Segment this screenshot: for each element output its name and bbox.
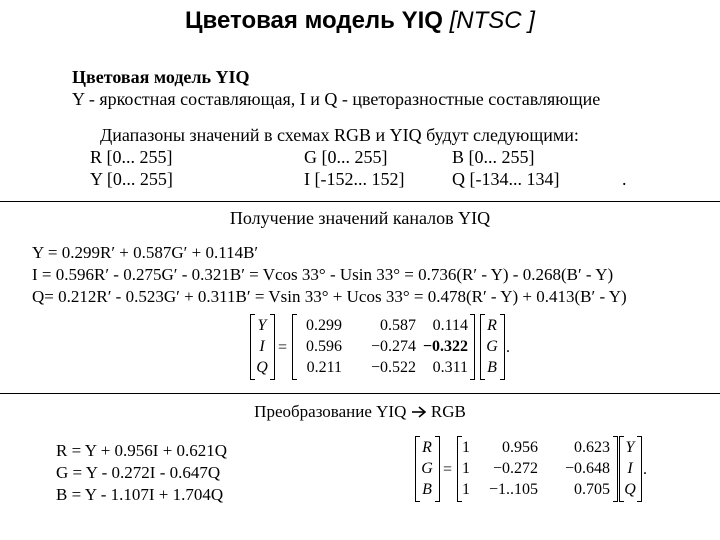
matrix-cell: 0.705 <box>574 481 610 498</box>
bracket-right <box>500 314 505 380</box>
inverse-coefficient-matrix <box>460 437 610 500</box>
lhs-y: Y <box>257 317 267 334</box>
inverse-lhs-vector <box>419 437 435 500</box>
inverse-rhs-vector <box>623 437 637 500</box>
coefficient-matrix <box>296 315 468 378</box>
range-b: B [0... 255] <box>452 147 535 167</box>
rhs-b: B <box>487 359 497 376</box>
divider-top <box>0 201 720 202</box>
rhs-vector <box>484 315 500 378</box>
formula-i: I = 0.596R′ - 0.275G′ - 0.321B′ = Vcos 33° - Usin 33° = 0.736(R′ - Y) - 0.268(B′ - Y) <box>32 265 614 284</box>
rhs-r: R <box>487 317 497 334</box>
inverse-heading <box>0 401 720 422</box>
matrix-cell: −0.274 <box>370 338 416 355</box>
range-q: Q [-134... 134] <box>452 169 560 189</box>
matrix-cell: −1..105 <box>488 481 538 498</box>
inverse-rhs-i: I <box>627 460 633 477</box>
equals-sign: = <box>443 461 453 478</box>
bracket-right <box>637 436 642 502</box>
title-main: Цветовая модель YIQ <box>185 7 443 34</box>
intro-heading: Цветовая модель YIQ <box>72 67 250 87</box>
inverse-heading-end: RGB <box>430 402 466 421</box>
formula-y: Y = 0.299R′ + 0.587G′ + 0.114B′ <box>32 243 259 262</box>
range-r: R [0... 255] <box>90 147 173 167</box>
matrix-cell: 0.211 <box>306 359 342 376</box>
lhs-vector <box>254 315 270 378</box>
matrix-cell: 0.596 <box>306 338 342 355</box>
matrix-cell: −0.272 <box>492 460 538 477</box>
matrix-cell: 0.623 <box>574 439 610 456</box>
title-tag: [NTSC ] <box>449 7 535 34</box>
matrix-cell: −0.522 <box>370 359 416 376</box>
range-y: Y [0... 255] <box>90 169 173 189</box>
rhs-g: G <box>486 338 498 355</box>
formula-q: Q= 0.212R′ - 0.523G′ + 0.311B′ = Vsin 33° + Ucos 33° = 0.478(R′ - Y) + 0.413(B′ - Y) <box>32 287 627 306</box>
bracket-right <box>435 436 440 502</box>
inverse-lhs-g: G <box>421 460 433 477</box>
range-g: G [0... 255] <box>304 147 388 167</box>
inverse-formula-b: B = Y - 1.107I + 1.704Q <box>56 485 224 504</box>
slide-title <box>0 6 720 36</box>
ranges-caption: Диапазоны значений в схемах RGB и YIQ будут следующими: <box>100 125 579 145</box>
bracket-right <box>613 436 618 502</box>
inverse-rhs-y: Y <box>625 439 635 456</box>
matrix-end-mark: . <box>506 339 510 356</box>
divider-bottom <box>0 393 720 394</box>
lhs-i: I <box>259 338 265 355</box>
matrix-end-mark: . <box>643 461 647 478</box>
matrix-cell: −0.648 <box>564 460 610 477</box>
matrix-cell: 0.311 <box>432 359 468 376</box>
inverse-rhs-q: Q <box>624 481 636 498</box>
range-i: I [-152... 152] <box>304 169 405 189</box>
inverse-lhs-r: R <box>422 439 432 456</box>
matrix-cell: 1 <box>462 439 470 456</box>
inverse-formula-g: G = Y - 0.272I - 0.647Q <box>56 463 221 482</box>
matrix-cell: 1 <box>462 481 470 498</box>
equals-sign: = <box>278 339 288 356</box>
matrix-cell: 0.299 <box>306 317 342 334</box>
lhs-q: Q <box>256 359 268 376</box>
inverse-lhs-b: B <box>422 481 432 498</box>
matrix-cell: 0.114 <box>432 317 468 334</box>
ranges-end-mark: . <box>622 169 627 189</box>
forward-matrix-equation <box>250 312 510 384</box>
channels-heading: Получение значений каналов YIQ <box>229 208 491 228</box>
inverse-heading-start: Преобразование YIQ <box>254 402 407 421</box>
inverse-matrix-equation <box>415 434 655 506</box>
matrix-cell: 0.956 <box>502 439 538 456</box>
matrix-cell: 0.587 <box>380 317 416 334</box>
matrix-cell: −0.322 <box>422 338 468 355</box>
right-arrow-icon <box>411 405 427 419</box>
bracket-right <box>470 314 475 380</box>
inverse-formula-r: R = Y + 0.956I + 0.621Q <box>56 441 228 460</box>
matrix-cell: 1 <box>462 460 470 477</box>
bracket-right <box>270 314 275 380</box>
intro-description: Y - яркостная составляющая, I и Q - цветоразностные составляющие <box>72 89 601 109</box>
